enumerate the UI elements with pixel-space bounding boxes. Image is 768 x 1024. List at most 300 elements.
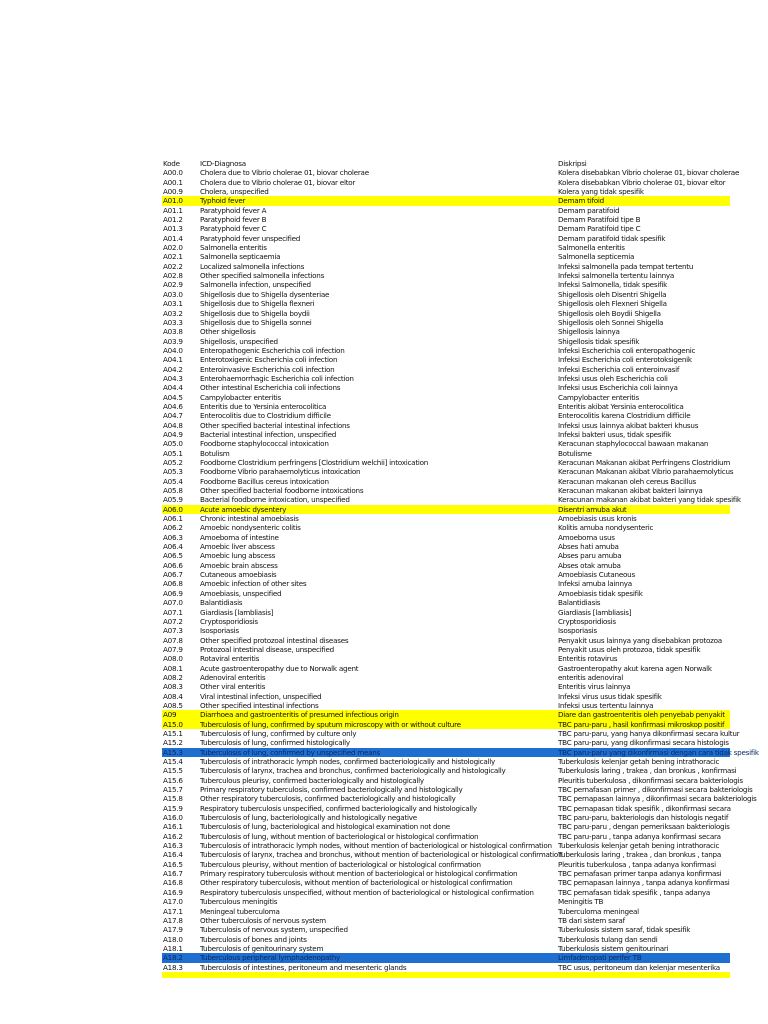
cell-diagnosis: Respiratory tuberculosis unspecified, without mention of bacteriological or histological confirmation [200, 887, 534, 897]
table-row[interactable] [162, 757, 730, 766]
cell-code: A16.0 [163, 813, 183, 823]
cell-description: Enteritis rotavirus [558, 654, 618, 664]
table-row[interactable] [162, 682, 730, 691]
cell-description: Gastroenteropathy akut karena agen Norwalk [558, 663, 712, 673]
cell-code: A04.0 [163, 345, 183, 355]
cell-code: A15.6 [163, 775, 183, 785]
cell-description: Tuberkulosis laring , trakea , dan bronkus , tanpa [558, 850, 722, 860]
cell-description: Amoebiasis usus kronis [558, 514, 637, 524]
cell-code: A18.2 [163, 953, 183, 963]
cell-code: A04.1 [163, 355, 183, 365]
table-row[interactable] [162, 710, 730, 719]
cell-diagnosis: Primary respiratory tuberculosis without mention of bacteriological or histological confirmation [200, 869, 518, 879]
table-row[interactable] [162, 645, 730, 654]
table-row[interactable] [162, 738, 730, 747]
cell-code: A07.1 [163, 607, 183, 617]
cell-code: A16.1 [163, 822, 183, 832]
cell-code: A18.1 [163, 943, 183, 953]
cell-code: A06.9 [163, 588, 183, 598]
cell-description: Keracunan staphylococcal bawaan makanan [558, 439, 709, 449]
cell-code: A06.1 [163, 514, 183, 524]
cell-description: TBC paru-paru, yang hanya dikonfirmasi secara kultur [558, 728, 740, 738]
cell-diagnosis: Paratyphoid fever A [200, 205, 267, 215]
cell-diagnosis: Shigellosis due to Shigella boydii [200, 308, 310, 318]
cell-description: TBC paru-paru yang dikonfirmasi dengan cara tidak spesifik [558, 747, 759, 757]
table-row[interactable] [162, 617, 730, 626]
table-row[interactable] [162, 813, 730, 822]
cell-description: Shigellosis lainnya [558, 327, 620, 337]
table-row[interactable] [162, 701, 730, 710]
table-row[interactable] [162, 430, 730, 439]
cell-code: A15.2 [163, 738, 183, 748]
cell-description: Keracunan makanan akibat bakteri lainnya [558, 486, 703, 496]
cell-diagnosis: Other specified protozoal intestinal diseases [200, 635, 349, 645]
cell-code: A02.0 [163, 243, 183, 253]
cell-description: Keracunan makanan akibat bakteri yang tidak spesifik [558, 495, 741, 505]
cell-description: Amoebiasis Cutaneous [558, 570, 635, 580]
cell-diagnosis: Enterocolitis due to Clostridium difficile [200, 411, 331, 421]
spreadsheet-sheet [162, 159, 759, 989]
table-row[interactable] [162, 804, 730, 813]
cell-diagnosis: Amoebic infection of other sites [200, 579, 307, 589]
cell-code: A17.1 [163, 906, 183, 916]
table-row[interactable] [162, 327, 730, 336]
cell-code: A16.5 [163, 859, 183, 869]
cell-description: Tuberkulosis laring , trakea , dan bronkus , konfirmasi [558, 766, 737, 776]
cell-code: A15.5 [163, 766, 183, 776]
table-row[interactable] [162, 458, 730, 467]
cell-description: Demam tifoid [558, 196, 604, 206]
cell-code: A08.2 [163, 672, 183, 682]
cell-description: Diare dan gastroenteritis oleh penyebab penyakit [558, 710, 725, 720]
cell-description: Shigellosis tidak spesifik [558, 336, 640, 346]
cell-diagnosis: Salmonella enteritis [200, 243, 267, 253]
cell-code: A01.0 [163, 196, 183, 206]
cell-description: Shigellosis oleh Disentri Shigella [558, 289, 667, 299]
table-row[interactable] [162, 365, 730, 374]
table-row[interactable] [162, 411, 730, 420]
table-row[interactable] [162, 832, 730, 841]
cell-code: A01.4 [163, 233, 183, 243]
cell-diagnosis: Tuberculosis of lung, confirmed histologically [200, 738, 350, 748]
table-row[interactable] [162, 775, 743, 785]
cell-code: A15.4 [163, 757, 183, 766]
table-row[interactable] [162, 215, 730, 224]
cell-code: A06.0 [163, 504, 183, 514]
table-row[interactable] [162, 579, 730, 588]
cell-code: A17.0 [163, 897, 183, 907]
cell-diagnosis: Tuberculosis of genitourinary system [200, 943, 324, 953]
cell-diagnosis: Tuberculosis of larynx, trachea and bronchus, confirmed bacteriologically and histologically [200, 766, 506, 776]
table-row[interactable] [162, 252, 730, 261]
cell-code: A08.5 [163, 700, 183, 710]
cell-code: A15.7 [163, 785, 183, 795]
cell-code: A00.1 [163, 177, 183, 187]
cell-description: Infeksi usus oleh Escherichia coli [558, 373, 668, 383]
cell-diagnosis: Primary respiratory tuberculosis, confirmed bacteriologically and histologically [200, 785, 463, 795]
cell-diagnosis: Diarrhoea and gastroenteritis of presumed infectious origin [200, 710, 399, 720]
cell-diagnosis: Tuberculous peripheral lymphadenopathy [200, 953, 341, 963]
cell-description: Demam paratifoid tidak spesifik [558, 233, 666, 243]
cell-code: A06.2 [163, 523, 183, 533]
table-row[interactable] [162, 598, 730, 607]
table-row[interactable] [162, 187, 730, 196]
header-description: Diskripsi [558, 159, 587, 168]
cell-code: A16.4 [163, 850, 183, 860]
table-row[interactable] [162, 916, 730, 925]
cell-diagnosis: Amoebic liver abscess [200, 542, 275, 552]
cell-description: Demam paratifoid [558, 205, 620, 215]
cell-diagnosis: Botulism [200, 448, 230, 458]
cell-description: Infeksi Escherichia coli enteropathogenic [558, 345, 696, 355]
cell-diagnosis: Cutaneous amoebiasis [200, 570, 277, 580]
cell-diagnosis: Shigellosis due to Shigella sonnei [200, 317, 312, 327]
cell-code: A16.8 [163, 878, 183, 888]
table-row[interactable] [162, 907, 730, 916]
cell-code: A05.4 [163, 476, 183, 486]
cell-diagnosis: Meningeal tuberculoma [200, 906, 280, 916]
table-row[interactable] [162, 421, 730, 430]
header-code: Kode [163, 159, 180, 168]
cell-description: TBC paru-paru , dengan pemeriksaan bakteriologis [558, 822, 730, 832]
cell-description: TBC pernapasan lainnya , tanpa adanya konfirmasi [558, 878, 730, 888]
table-row[interactable] [162, 168, 740, 178]
table-row[interactable] [162, 178, 730, 187]
cell-diagnosis: Paratyphoid fever B [200, 215, 267, 225]
table-row[interactable] [162, 290, 730, 299]
table-row[interactable] [162, 486, 730, 495]
table-row[interactable] [162, 841, 730, 850]
table-body [162, 168, 759, 972]
cell-code: A16.3 [163, 841, 183, 851]
cell-code: A07.9 [163, 644, 183, 654]
cell-description: Meningitis TB [558, 897, 604, 907]
table-row[interactable] [162, 551, 730, 560]
cell-diagnosis: Shigellosis, unspecified [200, 336, 278, 346]
table-row[interactable] [162, 523, 730, 532]
table-row[interactable] [162, 477, 730, 486]
cell-description: TBC usus, peritoneum dan kelenjar mesenterika [558, 962, 720, 972]
cell-code: A05.8 [163, 486, 183, 496]
table-row[interactable] [162, 383, 730, 392]
cell-diagnosis: Enteroinvasive Escherichia coli infection [200, 364, 335, 374]
table-row[interactable] [162, 850, 730, 859]
cell-description: Infeksi salmonella tertentu lainnya [558, 271, 675, 281]
table-row[interactable] [162, 860, 730, 869]
cell-description: Pleuritis tuberkulosa , tanpa adanya konfirmasi [558, 859, 716, 869]
table-row[interactable] [162, 869, 730, 878]
cell-code: A03.8 [163, 327, 183, 337]
table-row[interactable] [162, 262, 730, 271]
cell-diagnosis: Tuberculosis of lung, confirmed by sputum microscopy with or without culture [200, 719, 461, 729]
cell-description: Keracunan Makanan akibat Vibrio parahaemolyticus [558, 467, 734, 477]
cell-code: A04.4 [163, 383, 183, 393]
cell-diagnosis: Other specified intestinal infections [200, 700, 319, 710]
cell-code: A03.9 [163, 336, 183, 346]
cell-description: Limfadenopati perifer TB [558, 953, 642, 963]
cell-description: Amoebiasis tidak spesifik [558, 588, 643, 598]
selection-strip [162, 972, 730, 978]
cell-diagnosis: Tuberculosis of lung, without mention of bacteriological or histological confirmation [200, 831, 479, 841]
table-row[interactable] [162, 692, 730, 701]
table-row[interactable] [162, 794, 757, 804]
cell-diagnosis: Other tuberculosis of nervous system [200, 915, 326, 925]
cell-code: A03.1 [163, 299, 183, 309]
cell-diagnosis: Tuberculous pleurisy, without mention of bacteriological or histological confirmation [200, 859, 481, 869]
table-row[interactable] [162, 374, 730, 383]
cell-description: Enterocolitis karena Clostridium difficile [558, 411, 691, 421]
cell-description: TBC paru-paru, bakteriologis dan histologis negatif [558, 813, 729, 823]
cell-code: A01.2 [163, 215, 183, 225]
table-row[interactable] [162, 935, 730, 944]
table-row[interactable] [162, 897, 730, 906]
table-row[interactable] [162, 243, 730, 252]
cell-code: A03.0 [163, 289, 183, 299]
table-row[interactable] [162, 570, 730, 579]
cell-diagnosis: Chronic intestinal amoebiasis [200, 514, 299, 524]
cell-description: Tuberkulosis kelenjar getah bening intrathoracic [558, 757, 720, 766]
cell-diagnosis: Other respiratory tuberculosis, without mention of bacteriological or histological confirmation [200, 878, 513, 888]
cell-diagnosis: Acute amoebic dysentery [200, 504, 287, 514]
table-row[interactable] [162, 925, 730, 934]
cell-diagnosis: Other viral enteritis [200, 682, 266, 692]
cell-diagnosis: Amoebic nondysenteric colitis [200, 523, 301, 533]
cell-description: TBC paru-paru, yang dikonfirmasi secara histologis [558, 738, 729, 748]
cell-code: A04.6 [163, 401, 183, 411]
cell-code: A00.9 [163, 187, 183, 197]
cell-diagnosis: Cholera due to Vibrio cholerae 01, biovar eltor [200, 177, 356, 187]
cell-code: A03.3 [163, 317, 183, 327]
table-row[interactable] [162, 280, 730, 289]
table-row[interactable] [162, 878, 730, 887]
cell-code: A04.5 [163, 392, 183, 402]
cell-description: Kolera disebabkan Vibrio cholerae 01, biovar eltor [558, 177, 726, 187]
table-row[interactable] [162, 402, 730, 411]
cell-description: Infeksi amuba lainnya [558, 579, 632, 589]
cell-description: TBC paru-paru , hasil konfirmasi mikroskop positif [558, 719, 725, 729]
cell-code: A15.1 [163, 728, 183, 738]
cell-description: TBC pernapasan lainnya , dikonfirmasi secara bakteriologis [558, 794, 757, 804]
table-row[interactable] [162, 533, 730, 542]
cell-code: A05.0 [163, 439, 183, 449]
cell-description: Penyakit usus lainnya yang disebabkan protozoa [558, 635, 722, 645]
cell-description: Kolera yang tidak spesifik [558, 187, 644, 197]
cell-description: Penyakit usus oleh protozoa, tidak spesifik [558, 644, 701, 654]
table-row[interactable] [162, 393, 730, 402]
cell-code: A08.3 [163, 682, 183, 692]
cell-diagnosis: Giardiasis [lambliasis] [200, 607, 274, 617]
cell-description: Abses otak amuba [558, 560, 621, 570]
cell-diagnosis: Enteritis due to Yersinia enterocolitica [200, 401, 327, 411]
cell-code: A15.3 [163, 747, 183, 757]
table-row[interactable] [162, 271, 730, 280]
table-row[interactable] [162, 234, 730, 243]
table-row[interactable] [162, 495, 741, 505]
cell-diagnosis: Isosporiasis [200, 626, 239, 636]
cell-code: A04.8 [163, 420, 183, 430]
cell-diagnosis: Foodborne staphylococcal intoxication [200, 439, 329, 449]
cell-code: A09 [163, 710, 177, 720]
cell-code: A01.3 [163, 224, 183, 234]
table-row[interactable] [162, 636, 730, 645]
table-row[interactable] [162, 505, 730, 514]
table-row[interactable] [162, 822, 730, 831]
cell-description: Infeksi Escherichia coli enteroinvasif [558, 364, 680, 374]
table-row[interactable] [162, 561, 730, 570]
table-row[interactable] [162, 355, 730, 364]
cell-description: Shigellosis oleh Boydii Shigella [558, 308, 661, 318]
cell-diagnosis: Other shigellosis [200, 327, 256, 337]
cell-description: Infeksi Escherichia coli enterotoksigenik [558, 355, 692, 365]
cell-diagnosis: Campylobacter enteritis [200, 392, 282, 402]
cell-code: A16.7 [163, 869, 183, 879]
cell-code: A06.4 [163, 542, 183, 552]
cell-diagnosis: Bacterial intestinal infection, unspecified [200, 429, 337, 439]
cell-description: Salmonella enteritis [558, 243, 625, 253]
cell-description: Botulisme [558, 448, 592, 458]
table-row[interactable] [162, 944, 730, 953]
table-row[interactable] [162, 664, 730, 673]
cell-description: Demam Paratifoid tipe B [558, 215, 641, 225]
table-row[interactable] [162, 224, 730, 233]
table-row[interactable] [162, 449, 730, 458]
cell-diagnosis: Foodborne Clostridium perfringens [Clostridium welchii] intoxication [200, 458, 429, 467]
cell-diagnosis: Tuberculosis of lung, confirmed by unspecified means [200, 747, 381, 757]
cell-code: A05.3 [163, 467, 183, 477]
cell-code: A15.9 [163, 803, 183, 813]
cell-diagnosis: Salmonella septicaemia [200, 252, 281, 262]
cell-description: Keracunan Makanan akibat Perfringens Clostridium [558, 458, 731, 467]
cell-description: Infeksi Salmonella, tidak spesifik [558, 280, 668, 290]
cell-code: A05.2 [163, 458, 183, 467]
table-row[interactable] [162, 589, 730, 598]
cell-diagnosis: Tuberculosis of nervous system, unspecified [200, 925, 348, 935]
cell-diagnosis: Amoebiasis, unspecified [200, 588, 282, 598]
cell-description: Infeksi bakteri usus, tidak spesifik [558, 429, 671, 439]
cell-description: Infeksi usus lainnya akibat bakteri khusus [558, 420, 699, 430]
cell-diagnosis: Cholera, unspecified [200, 187, 269, 197]
cell-diagnosis: Acute gastroenteropathy due to Norwalk agent [200, 663, 359, 673]
cell-diagnosis: Tuberculosis of intestines, peritoneum and mesenteric glands [200, 962, 407, 972]
cell-diagnosis: Cholera due to Vibrio cholerae 01, biovar cholerae [200, 168, 369, 178]
cell-diagnosis: Rotaviral enteritis [200, 654, 260, 664]
cell-code: A06.3 [163, 532, 183, 542]
cell-description: TB dari sistem saraf [558, 915, 625, 925]
table-row[interactable] [162, 318, 730, 327]
table-row[interactable] [162, 888, 730, 897]
cell-diagnosis: Tuberculosis of intrathoracic lymph nodes, without mention of bacteriological or histological confirmation [200, 841, 552, 851]
table-row[interactable] [162, 747, 759, 757]
table-row[interactable] [162, 785, 753, 795]
table-row[interactable] [162, 309, 730, 318]
cell-description: TBC pernafasan primer , dikonfirmasi secara bakteriologis [558, 785, 753, 795]
cell-diagnosis: Localized salmonella infections [200, 261, 305, 271]
cell-code: A07.8 [163, 635, 183, 645]
cell-description: Abses paru amuba [558, 551, 622, 561]
cell-diagnosis: Tuberculous pleurisy, confirmed bacteriologically and histologically [200, 775, 424, 785]
cell-diagnosis: Other specified salmonella infections [200, 271, 325, 281]
cell-diagnosis: Balantidiasis [200, 598, 243, 608]
table-row[interactable] [162, 467, 734, 477]
cell-description: Shigellosis oleh Sonnei Shigella [558, 317, 664, 327]
cell-code: A06.8 [163, 579, 183, 589]
cell-code: A02.8 [163, 271, 183, 281]
cell-code: A05.1 [163, 448, 183, 458]
table-row[interactable] [162, 514, 730, 523]
cell-code: A07.0 [163, 598, 183, 608]
cell-diagnosis: Cryptosporidiosis [200, 616, 258, 626]
cell-description: TBC pernapasan tidak spesifik , dikonfirmasi secara [558, 803, 731, 813]
cell-code: A16.2 [163, 831, 183, 841]
cell-diagnosis: Amoeboma of intestine [200, 532, 279, 542]
cell-description: Abses hati amuba [558, 542, 619, 552]
header-diagnosis: ICD-Diagnosa [200, 159, 246, 168]
cell-diagnosis: Tuberculosis of larynx, trachea and bronchus, without mention of bacteriological or histological confirmation [200, 850, 563, 860]
cell-diagnosis: Tuberculosis of lung, confirmed by culture only [200, 728, 357, 738]
table-row[interactable] [162, 206, 730, 215]
table-row[interactable] [162, 963, 730, 972]
cell-description: Keracunan makanan oleh cereus Bacillus [558, 476, 697, 486]
cell-diagnosis: Other intestinal Escherichia coli infections [200, 383, 341, 393]
cell-description: Shigellosis oleh Flexneri Shigella [558, 299, 667, 309]
cell-description: Infeksi virus usus tidak spesifik [558, 691, 662, 701]
cell-description: Enteritis virus lainnya [558, 682, 631, 692]
cell-code: A02.1 [163, 252, 183, 262]
cell-code: A04.2 [163, 364, 183, 374]
table-row[interactable] [162, 953, 730, 962]
cell-code: A04.9 [163, 429, 183, 439]
table-row[interactable] [162, 542, 730, 551]
table-row[interactable] [162, 626, 730, 635]
cell-diagnosis: Bacterial foodborne intoxication, unspecified [200, 495, 350, 505]
table-row[interactable] [162, 346, 730, 355]
cell-diagnosis: Protozoal intestinal disease, unspecified [200, 644, 334, 654]
table-row[interactable] [162, 337, 730, 346]
cell-code: A17.9 [163, 925, 183, 935]
cell-description: Tuberkulosis sistem saraf, tidak spesifik [558, 925, 691, 935]
cell-description: Demam Paratifoid tipe C [558, 224, 641, 234]
cell-description: Amoeboma usus [558, 532, 615, 542]
cell-diagnosis: Paratyphoid fever unspecified [200, 233, 301, 243]
cell-code: A08.1 [163, 663, 183, 673]
table-row[interactable] [162, 728, 740, 738]
table-row[interactable] [162, 673, 730, 682]
table-row[interactable] [162, 720, 730, 729]
cell-code: A03.2 [163, 308, 183, 318]
cell-diagnosis: Paratyphoid fever C [200, 224, 267, 234]
table-row[interactable] [162, 766, 737, 776]
cell-description: Balantidiasis [558, 598, 601, 608]
table-row[interactable] [162, 196, 730, 205]
table-row[interactable] [162, 654, 730, 663]
cell-diagnosis: Adenoviral enteritis [200, 672, 266, 682]
cell-code: A15.8 [163, 794, 183, 804]
cell-code: A00.0 [163, 168, 183, 178]
cell-description: Disentri amuba akut [558, 504, 627, 514]
table-row[interactable] [162, 299, 730, 308]
table-row[interactable] [162, 439, 730, 448]
cell-description: Campylobacter enteritis [558, 392, 640, 402]
cell-code: A08.4 [163, 691, 183, 701]
cell-code: A04.7 [163, 411, 183, 421]
cell-diagnosis: Enterotoxigenic Escherichia coli infection [200, 355, 338, 365]
cell-code: A06.7 [163, 570, 183, 580]
cell-code: A18.0 [163, 934, 183, 944]
cell-code: A16.9 [163, 887, 183, 897]
table-row[interactable] [162, 608, 730, 617]
cell-diagnosis: Typhoid fever [200, 196, 246, 206]
cell-diagnosis: Tuberculous meningitis [200, 897, 278, 907]
